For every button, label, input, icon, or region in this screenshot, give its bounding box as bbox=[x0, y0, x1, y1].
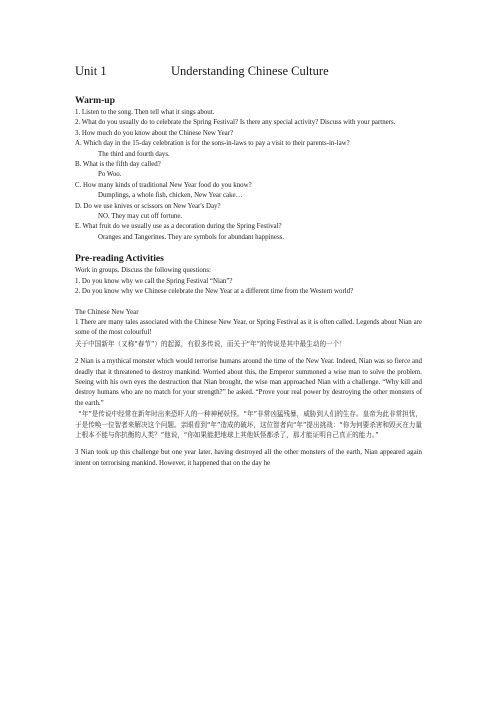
question-a: A. Which day in the 15-day celebration is for the sons-in-laws to pay a visit to their parents-in-law? bbox=[75, 140, 350, 148]
question-e: E. What fruit do we usually use as a decoration during the Spring Festival? bbox=[75, 223, 282, 231]
answer-a: The third and fourth days. bbox=[98, 150, 170, 158]
prereading-question-2: 2. Do you know why we Chinese celebrate the New Year at a different time from the Western world? bbox=[75, 288, 354, 296]
unit-label: Unit 1 bbox=[75, 64, 107, 78]
answer-c: Dumplings, a whole fish, chicken, New Year cake… bbox=[98, 192, 243, 200]
answer-d: NO. They may cut off fortune. bbox=[98, 213, 183, 221]
warmup-item-2: 2. What do you usually do to celebrate the Spring Festival? Is there any special activity? Discuss with your partners. bbox=[75, 119, 396, 127]
answer-e: Oranges and Tangerines. They are symbols for abundant happiness. bbox=[98, 233, 285, 241]
document-page bbox=[75, 64, 422, 469]
answer-b: Po Woo. bbox=[98, 171, 122, 179]
paragraph-1-chinese: 关于中国新年（又称“春节”）的起源，有很多传说，而关于“年”的传说是其中最生动的一个！ bbox=[75, 339, 346, 348]
unit-title: Understanding Chinese Culture bbox=[171, 64, 329, 78]
unit-header bbox=[75, 64, 422, 79]
prereading-intro: Work in groups. Discuss the following questions: bbox=[75, 267, 211, 275]
paragraph-2-chinese: “年”是传说中经常在新年时出来恐吓人的一种神秘妖怪。“年”非常凶猛残暴，威胁到人们的生存。皇帝为此非常担忧，于是传唤一位智者来解决这个问题。亲眼看到“年”造成的破坏，这位智者向“年”提出挑战：“你为何要杀害和毁灭在力量上根本不能与你抗衡的人类？”他说，“你如果能把地球上其他妖怪都杀了，那才能证明自己真正的能力。” bbox=[75, 410, 422, 439]
question-c: C. How many kinds of traditional New Year food do you know? bbox=[75, 181, 252, 189]
warmup-item-3: 3. How much do you know about the Chinese New Year? bbox=[75, 129, 234, 137]
warmup-heading: Warm-up bbox=[75, 95, 115, 106]
prereading-heading: Pre-reading Activities bbox=[75, 253, 164, 265]
reading-title: The Chinese New Year bbox=[75, 308, 139, 316]
paragraph-1-english: 1 There are many tales associated with the Chinese New Year, or Spring Festival as it is often called. Legends about Nian are some of the most colourful! bbox=[75, 318, 422, 337]
question-d: D. Do we use knives or scissors on New Year's Day? bbox=[75, 202, 221, 210]
paragraph-2-english: 2 Nian is a mythical monster which would terrorise humans around the time of the New Year. Indeed, Nian was so fierce and deadly that it threatened to destroy mankind. Worried about this, the Emperor summoned a wise man to solve the problem. Seeing with his own eyes the destruction that Nian brought, the wise man approached Nian with a challenge. “Why kill and destroy humans who are no match for your strength?” he asked. “Prove your real power by destroying the other monsters of the earth.” bbox=[75, 358, 422, 407]
paragraph-3-english: 3 Nian took up this challenge but one year later, having destroyed all the other monsters of the earth, Nian appeared again intent on terrorising mankind. However, it happened that on the day he bbox=[75, 449, 422, 467]
question-b: B. What is the fifth day called? bbox=[75, 161, 161, 169]
warmup-item-1: 1. Listen to the song. Then tell what it sings about. bbox=[75, 109, 215, 116]
prereading-question-1: 1. Do you know why we call the Spring Festival “Nian”? bbox=[75, 277, 233, 285]
